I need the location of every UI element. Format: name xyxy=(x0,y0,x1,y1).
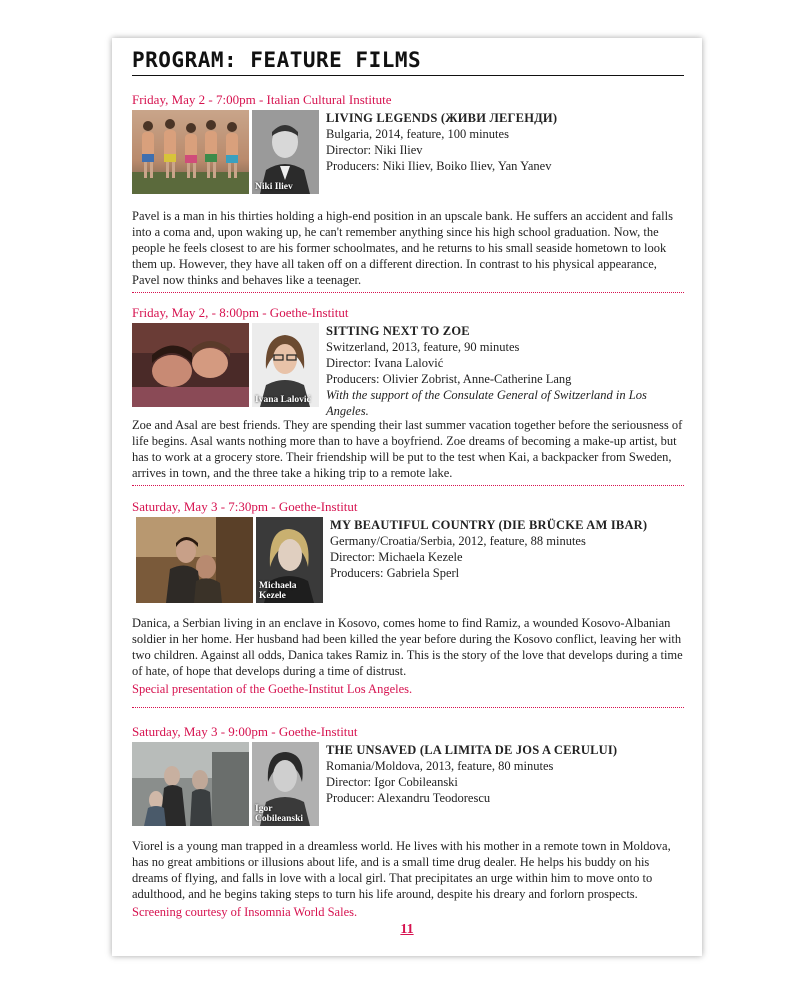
film-description: Danica, a Serbian living in an enclave in Kosovo, comes home to find Ramiz, a wounded Kosovo-Albanian soldier in her home. Her husband had been killed the year before during the Kosovo conflict, leaving her with two children. Against all odds, Danica takes Ramiz in. This is the story of the love that develops during a time of hate, of hope that develops during a time of distrust. xyxy=(132,616,683,678)
film-info xyxy=(326,742,684,806)
director-photo xyxy=(256,517,323,603)
section-divider xyxy=(132,485,684,486)
film-meta: Romania/Moldova, 2013, feature, 80 minutes xyxy=(326,759,554,773)
film-description: Viorel is a young man trapped in a dreamless world. He lives with his mother in a remote town in Moldova, has no great ambitions or illusions about life, and is a small time drug dealer. He helps his buddy on his dreams of flying, and falls in love with a local girl. That precipitates an urge within him to move onto to adulthood, and he begins taking steps to turn his life around, despite his dreary and forlorn prospects. xyxy=(132,839,671,901)
film-info xyxy=(326,323,684,419)
film-section-the-unsaved xyxy=(132,724,684,920)
film-title: SITTING NEXT TO ZOE xyxy=(326,324,470,338)
film-director: Director: Niki Iliev xyxy=(326,143,423,157)
film-producers: Producers: Niki Iliev, Boiko Iliev, Yan Yanev xyxy=(326,159,552,173)
film-special-note: Special presentation of the Goethe-Institut Los Angeles. xyxy=(132,682,413,696)
film-still-photo xyxy=(132,110,249,194)
page-number: 11 xyxy=(400,922,414,937)
program-page xyxy=(112,38,702,956)
film-producers: Producers: Olivier Zobrist, Anne-Catherine Lang xyxy=(326,372,572,386)
film-info xyxy=(326,110,684,174)
film-special-note: Screening courtesy of Insomnia World Sales. xyxy=(132,905,358,919)
film-section-sitting-next-to-zoe xyxy=(132,305,684,486)
film-still-photo xyxy=(136,517,253,603)
film-support-note: With the support of the Consulate General of Switzerland in Los Angeles. xyxy=(326,388,647,418)
director-photo-label: Igor Cobileanski xyxy=(255,804,304,824)
film-info xyxy=(330,517,688,581)
film-director: Director: Michaela Kezele xyxy=(330,550,463,564)
page-title: PROGRAM: FEATURE FILMS xyxy=(132,48,422,72)
film-section-living-legends xyxy=(132,92,684,293)
film-title: LIVING LEGENDS (ЖИВИ ЛЕГЕНДИ) xyxy=(326,111,558,125)
screening-date: Saturday, May 3 - 7:30pm - Goethe-Institut xyxy=(132,499,358,514)
film-still-photo xyxy=(132,742,249,826)
film-still-photo xyxy=(132,323,249,407)
screening-date: Saturday, May 3 - 9:00pm - Goethe-Institut xyxy=(132,724,358,739)
screening-date: Friday, May 2 - 7:00pm - Italian Cultural Institute xyxy=(132,92,392,107)
film-meta: Switzerland, 2013, feature, 90 minutes xyxy=(326,340,520,354)
section-divider xyxy=(132,707,684,708)
film-meta: Germany/Croatia/Serbia, 2012, feature, 88 minutes xyxy=(330,534,586,548)
director-photo-label: Michaela Kezele xyxy=(259,581,297,601)
film-director: Director: Igor Cobileanski xyxy=(326,775,458,789)
film-director: Director: Ivana Lalović xyxy=(326,356,444,370)
screening-date: Friday, May 2, - 8:00pm - Goethe-Institut xyxy=(132,305,349,320)
film-meta: Bulgaria, 2014, feature, 100 minutes xyxy=(326,127,509,141)
film-section-my-beautiful-country xyxy=(132,499,684,708)
director-photo-label: Niki Iliev xyxy=(255,182,293,192)
director-photo xyxy=(252,742,319,826)
film-description: Pavel is a man in his thirties holding a high-end position in an upscale bank. He suffers an accident and falls into a coma and, upon waking up, he can't remember anything since his high school graduation. Now, the people he feels closest to are his former schoolmates, and he returns to his small seaside hometown to look them up. However, they have all taken off on a different direction. In contrast to his physical appearance, Pavel now thinks and behaves like a teenager. xyxy=(132,209,673,287)
film-description: Zoe and Asal are best friends. They are spending their last summer vacation together before the seriousness of life begins. Asal wants nothing more than to have a boyfriend. Zoe dreams of becoming a make-up artist, but has to work at a grocery store. Their friendship will be put to the test when Kai, a backpacker from Sweden, arrives in town, and the three take a hiking trip to a remote lake. xyxy=(132,418,683,480)
director-photo-label: Ivana Lalović xyxy=(255,395,311,405)
director-photo xyxy=(252,323,319,407)
film-producers: Producer: Alexandru Teodorescu xyxy=(326,791,491,805)
page-header xyxy=(132,48,684,76)
director-photo xyxy=(252,110,319,194)
section-divider xyxy=(132,292,684,293)
film-title: THE UNSAVED (LA LIMITA DE JOS A CERULUI) xyxy=(326,743,618,757)
film-producers: Producers: Gabriela Sperl xyxy=(330,566,460,580)
film-title: MY BEAUTIFUL COUNTRY (DIE BRÜCKE AM IBAR) xyxy=(330,518,648,532)
